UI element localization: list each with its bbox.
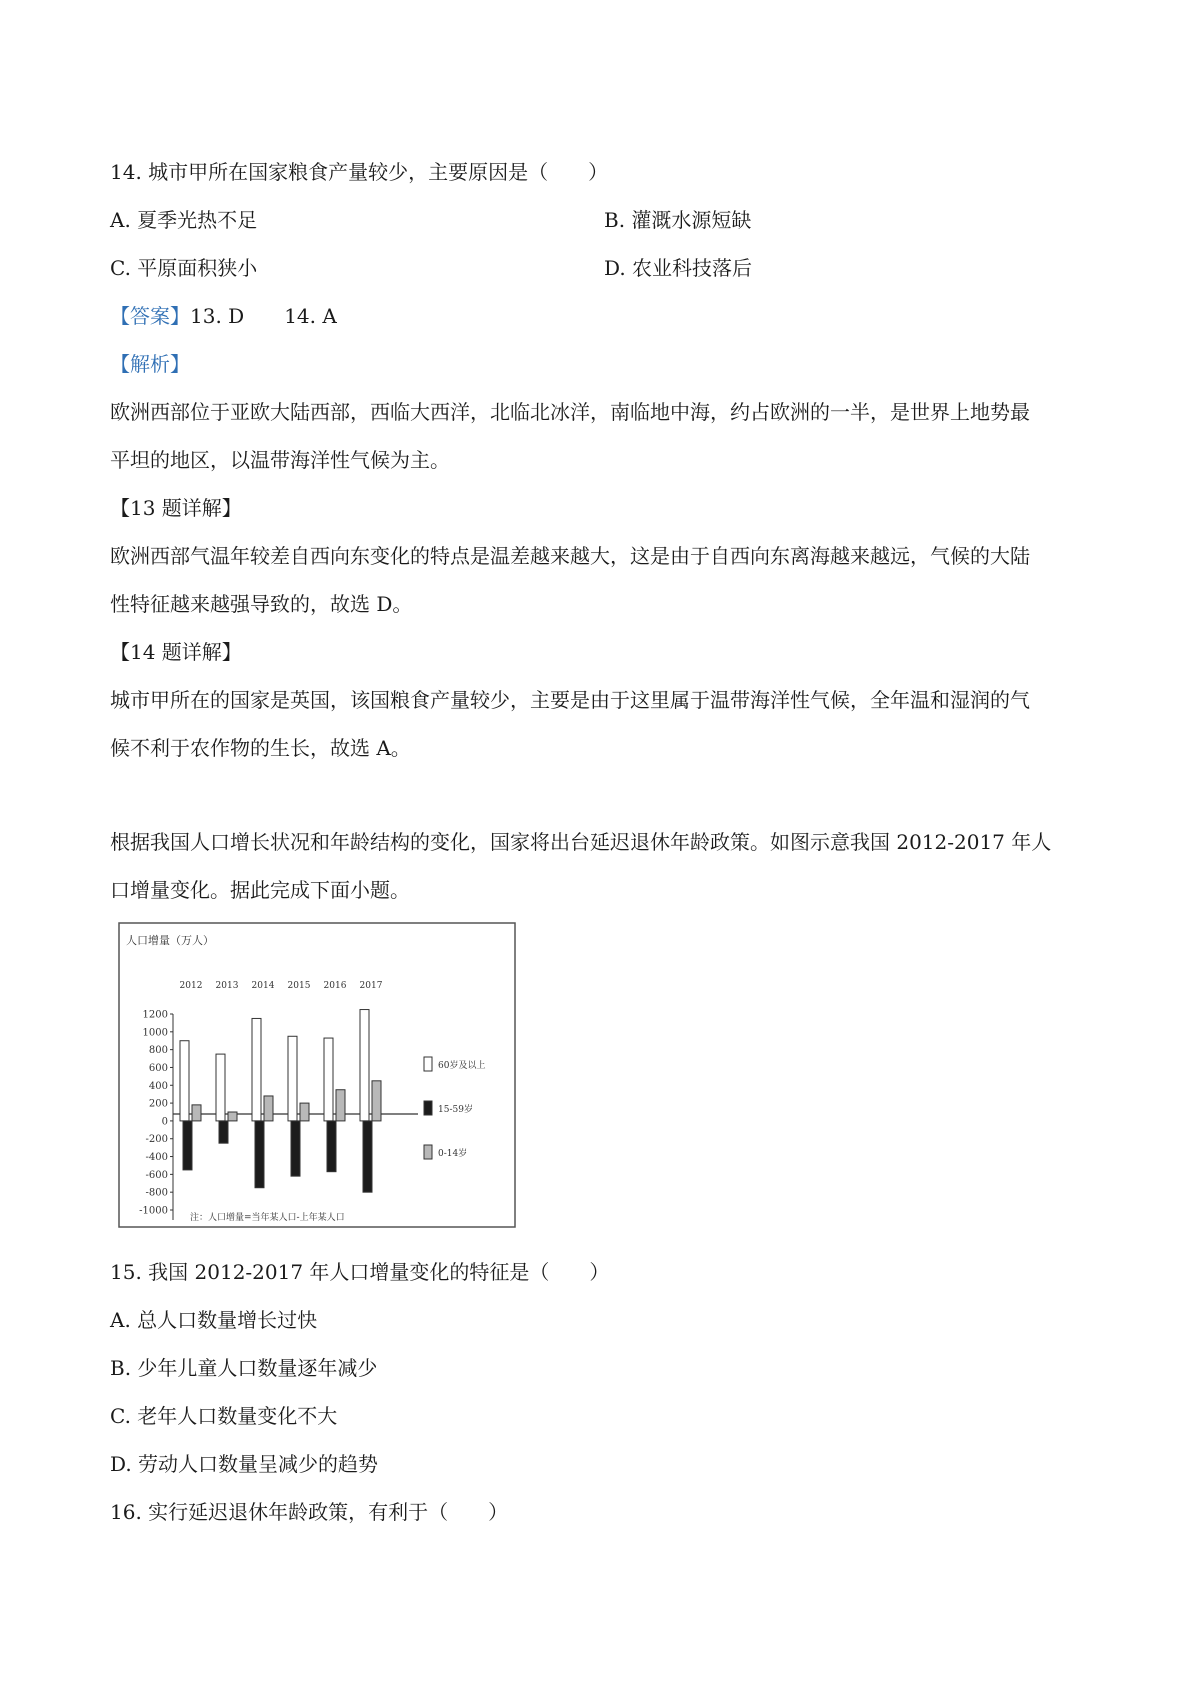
y-tick-label-5: 200 — [148, 1098, 168, 1110]
y-tick-label-0: 1200 — [142, 1009, 168, 1021]
population-chart — [118, 922, 516, 1228]
legend-swatch-1 — [424, 1101, 432, 1115]
answer-line — [110, 300, 337, 329]
bar-2014-series-1 — [255, 1121, 264, 1188]
bar-2013-series-0 — [216, 1054, 225, 1121]
detail-13-line-1: 欧洲西部气温年较差自西向东变化的特点是温差越来越大，这是由于自西向东离海越来越远，气候的大陆 — [110, 544, 1030, 568]
legend-label-0: 60岁及以上 — [438, 1061, 486, 1071]
q14-stem: 14. 城市甲所在国家粮食产量较少，主要原因是（ ） — [110, 160, 609, 184]
bar-2014-series-2 — [264, 1096, 273, 1121]
y-tick-label-9: -600 — [145, 1169, 168, 1181]
y-tick-label-1: 1000 — [142, 1027, 168, 1039]
y-tick-label-6: 0 — [161, 1116, 168, 1128]
legend-swatch-0 — [424, 1057, 432, 1071]
detail-13-label: 【13 题详解】 — [110, 496, 242, 520]
q14-option-c: C. 平原面积狭小 — [110, 256, 258, 280]
bar-2012-series-2 — [192, 1105, 201, 1121]
analysis-intro-line-1: 欧洲西部位于亚欧大陆西部，西临大西洋，北临北冰洋，南临地中海，约占欧洲的一半，是世界上地势最 — [110, 400, 1030, 424]
y-tick-label-3: 600 — [148, 1062, 168, 1074]
q15-option-b: B. 少年儿童人口数量逐年减少 — [110, 1356, 378, 1380]
bar-2017-series-0 — [360, 1010, 369, 1121]
bar-2015-series-2 — [300, 1103, 309, 1121]
passage-line-2: 口增量变化。据此完成下面小题。 — [110, 878, 410, 902]
detail-14-line-2: 候不利于农作物的生长，故选 A。 — [110, 736, 411, 760]
y-tick-label-10: -800 — [145, 1187, 168, 1199]
year-label-2015: 2015 — [287, 981, 311, 991]
q15-stem: 15. 我国 2012-2017 年人口增量变化的特征是（ ） — [110, 1260, 610, 1284]
chart-title: 人口增量（万人） — [126, 934, 214, 947]
y-tick-label-8: -400 — [145, 1152, 168, 1164]
y-tick-label-11: -1000 — [139, 1205, 168, 1217]
y-tick-label-4: 400 — [148, 1080, 168, 1092]
legend-label-1: 15-59岁 — [438, 1105, 473, 1115]
q14-option-d: D. 农业科技落后 — [604, 256, 753, 280]
analysis-intro-line-2: 平坦的地区，以温带海洋性气候为主。 — [110, 448, 450, 472]
chart-frame — [119, 923, 515, 1227]
y-tick-label-2: 800 — [148, 1045, 168, 1057]
q15-option-d: D. 劳动人口数量呈减少的趋势 — [110, 1452, 379, 1476]
year-label-2016: 2016 — [323, 981, 347, 991]
year-label-2013: 2013 — [215, 981, 239, 991]
q15-option-a: A. 总人口数量增长过快 — [110, 1308, 318, 1332]
bar-2015-series-1 — [291, 1121, 300, 1176]
bar-2017-series-2 — [372, 1081, 381, 1121]
year-label-2014: 2014 — [251, 981, 275, 991]
answer-label: 【答案】 — [110, 304, 190, 328]
bar-2016-series-1 — [327, 1121, 336, 1172]
bar-2017-series-1 — [363, 1121, 372, 1192]
bar-2013-series-2 — [228, 1112, 237, 1121]
bar-2012-series-1 — [183, 1121, 192, 1170]
detail-14-line-1: 城市甲所在的国家是英国，该国粮食产量较少，主要是由于这里属于温带海洋性气候，全年温和湿润的气 — [110, 688, 1030, 712]
bar-2013-series-1 — [219, 1121, 228, 1143]
detail-14-label: 【14 题详解】 — [110, 640, 242, 664]
bar-2012-series-0 — [180, 1041, 189, 1121]
year-label-2017: 2017 — [359, 981, 383, 991]
q14-option-b: B. 灌溉水源短缺 — [604, 208, 752, 232]
analysis-label: 【解析】 — [110, 352, 190, 376]
q15-option-c: C. 老年人口数量变化不大 — [110, 1404, 338, 1428]
legend-swatch-2 — [424, 1145, 432, 1159]
bar-2016-series-2 — [336, 1090, 345, 1121]
q14-option-a: A. 夏季光热不足 — [110, 208, 258, 232]
y-tick-label-7: -200 — [145, 1134, 168, 1146]
q16-stem: 16. 实行延迟退休年龄政策，有利于（ ） — [110, 1500, 509, 1524]
population-chart-svg — [118, 922, 516, 1228]
legend-label-2: 0-14岁 — [438, 1149, 468, 1159]
detail-13-line-2: 性特征越来越强导致的，故选 D。 — [110, 592, 413, 616]
bar-2015-series-0 — [288, 1036, 297, 1121]
bar-2016-series-0 — [324, 1038, 333, 1121]
chart-note: 注：人口增量=当年某人口-上年某人口 — [190, 1213, 345, 1223]
passage-line-1: 根据我国人口增长状况和年龄结构的变化，国家将出台延迟退休年龄政策。如图示意我国 2012-2017 年人 — [110, 830, 1052, 854]
answer-text: 13. D 14. A — [190, 304, 337, 328]
bar-2014-series-0 — [252, 1018, 261, 1120]
year-label-2012: 2012 — [179, 981, 203, 991]
